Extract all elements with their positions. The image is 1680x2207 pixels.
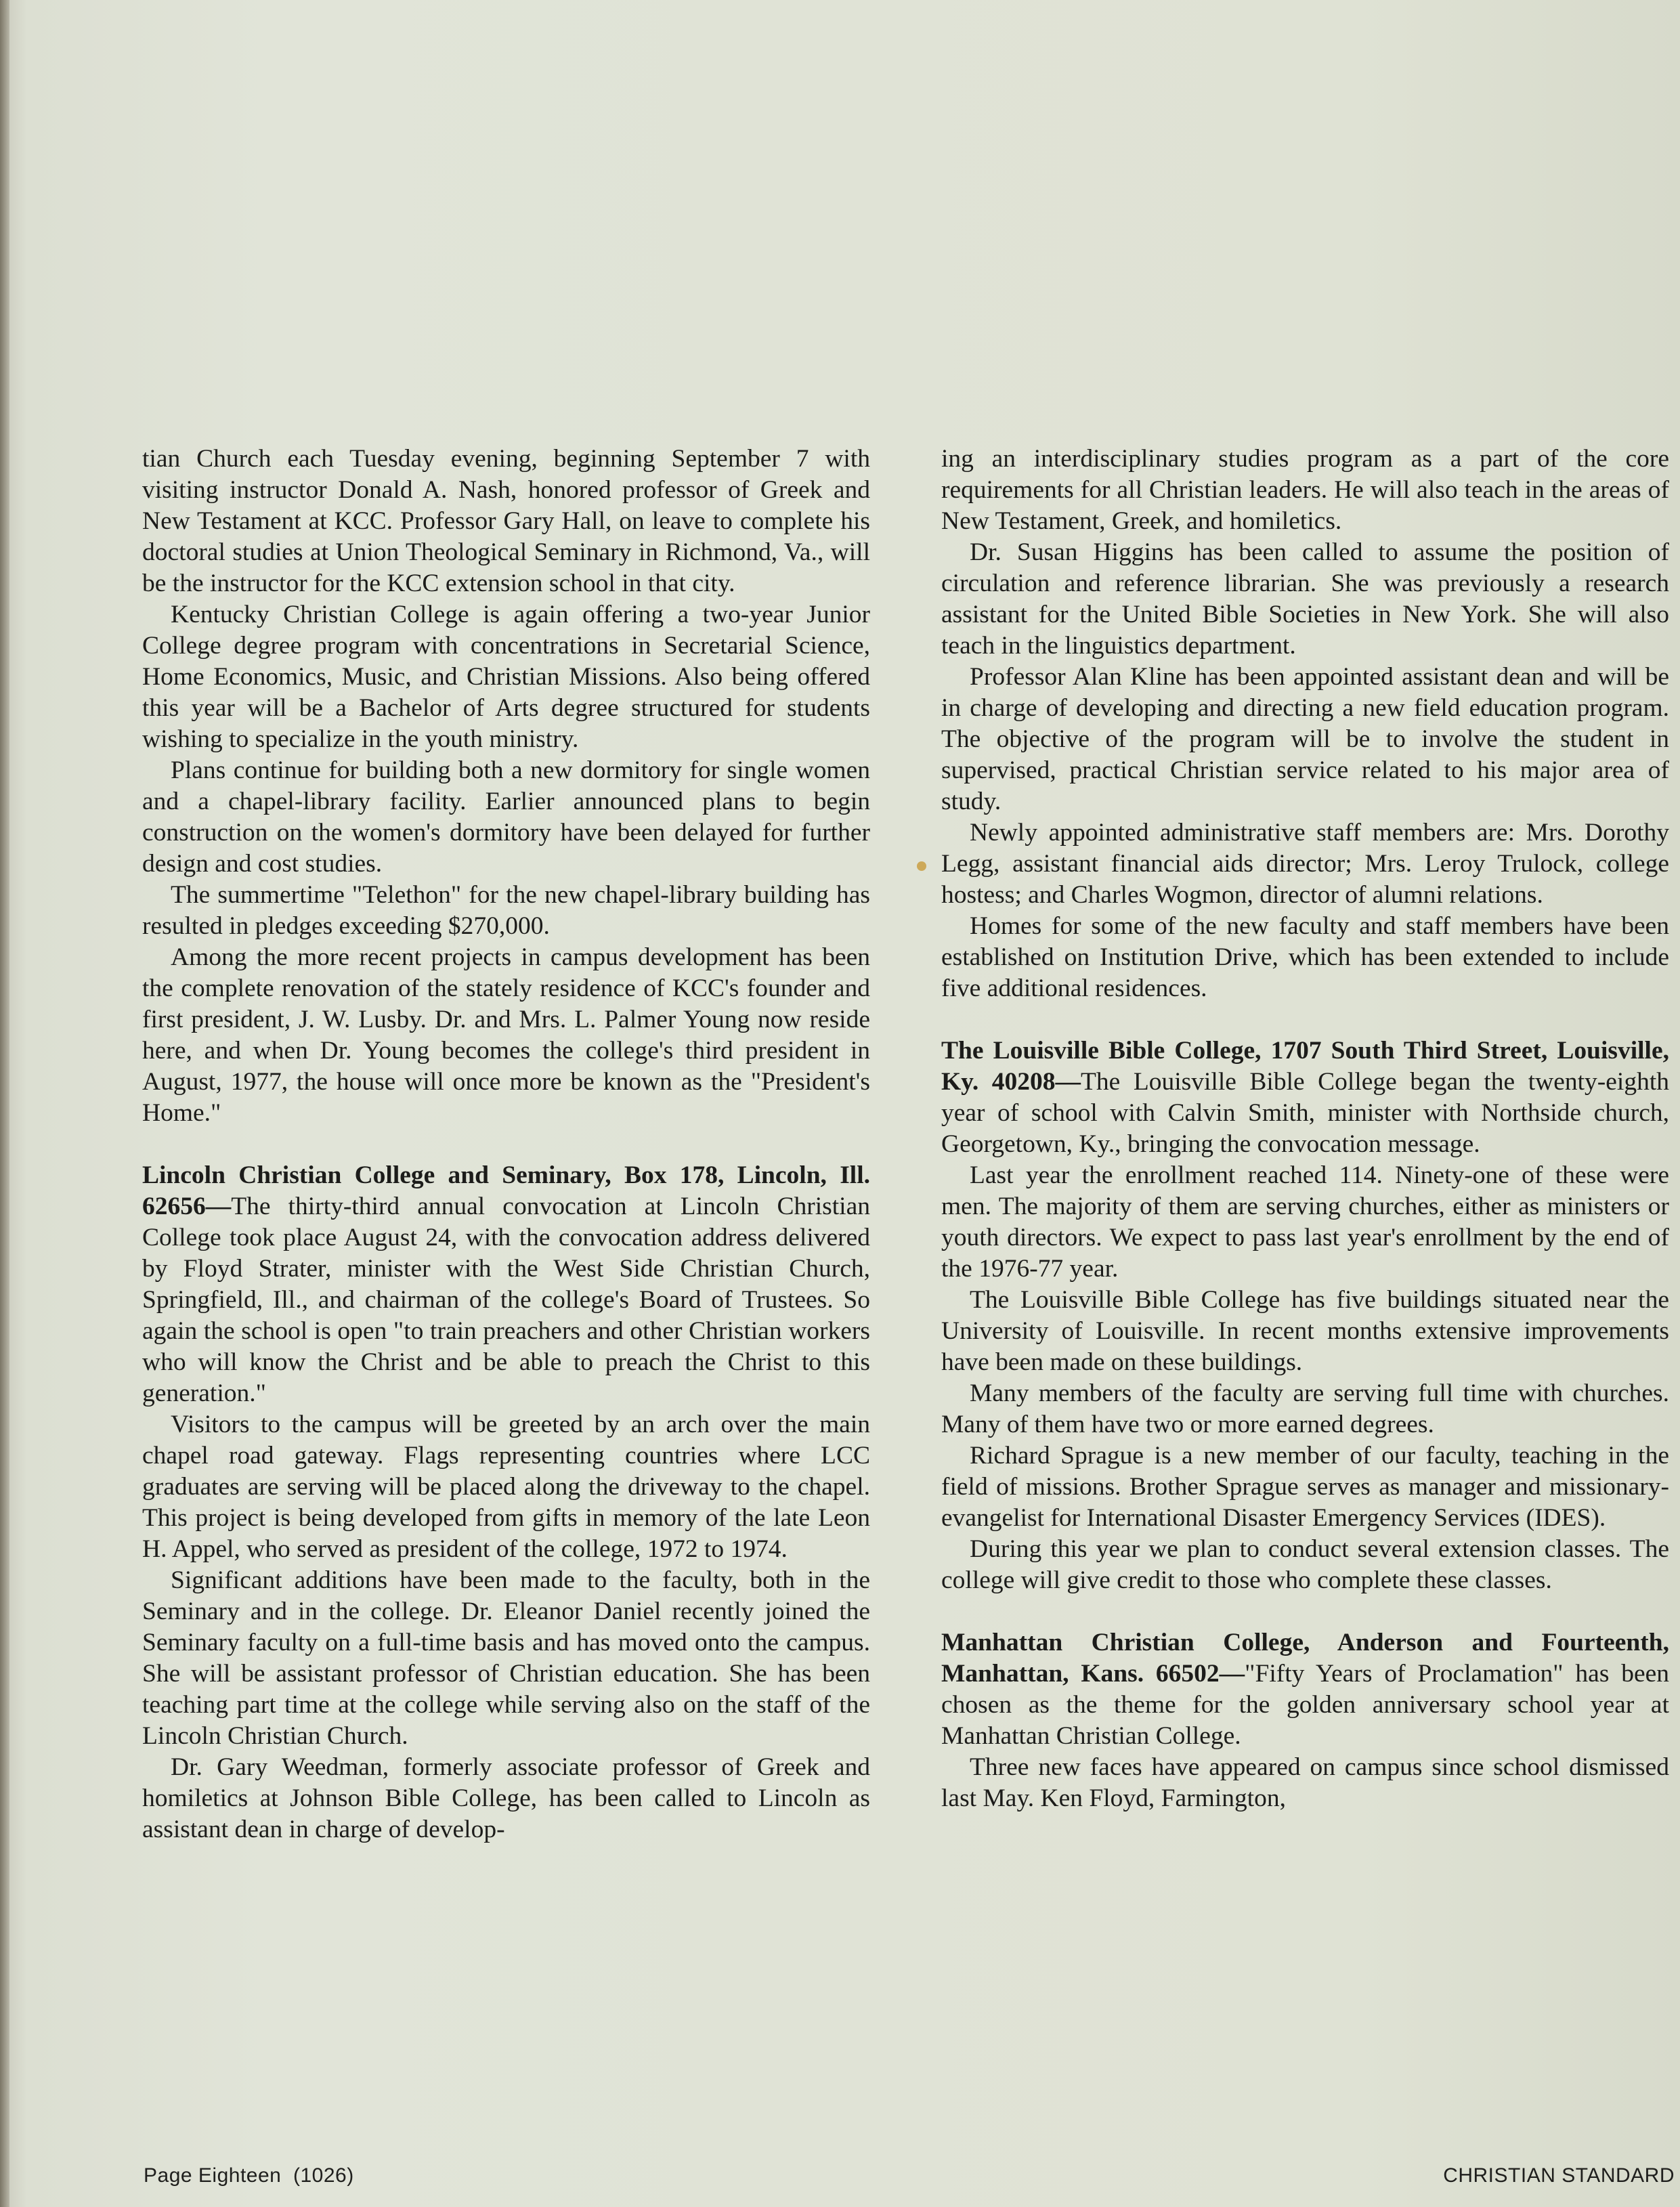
paragraph-text: Dr. Susan Higgins has been called to assume the position of circulation and reference librarian. She was previously a research assistant for the United Bible Societies in New York. She will also teach in the linguistics department. [941,538,1669,660]
paragraph-text: tian Church each Tuesday evening, beginning September 7 with visiting instructor Donald A. Nash, honored professor of Greek and New Testament at KCC. Professor Gary Hall, on leave to complete his doctoral studies at Union Theological Seminary in Richmond, Va., will be the instructor for the KCC extension school in that city. [142,445,870,597]
paragraph-text: During this year we plan to conduct several extension classes. The college will give credit to those who complete these classes. [941,1535,1669,1594]
page-number: Page Eighteen (1026) [144,2164,354,2187]
paragraph-text: The summertime "Telethon" for the new chapel-library building has resulted in pledges exceeding $270,000. [142,881,870,940]
body-paragraph [142,599,870,755]
body-paragraph [941,1440,1669,1534]
paragraph-text: The Louisville Bible College has five buildings situated near the University of Louisville. In recent months extensive improvements have been made on these buildings. [941,1286,1669,1376]
right-column [941,444,1669,1814]
body-paragraph [941,1160,1669,1285]
paragraph-text: Homes for some of the new faculty and staff members have been established on Institution Drive, which has been extended to include five additional residences. [941,912,1669,1002]
body-paragraph [941,1534,1669,1596]
paragraph-text: Many members of the faculty are serving full time with churches. Many of them have two or more earned degrees. [941,1379,1669,1438]
paragraph-text: Among the more recent projects in campus development has been the complete renovation of the stately residence of KCC's founder and first president, J. W. Lusby. Dr. and Mrs. L. Palmer Young now reside here, and when Dr. Young becomes the college's third president in August, 1977, the house will once more be known as the "President's Home." [142,943,870,1127]
paragraph-text: Three new faces have appeared on campus since school dismissed last May. Ken Floyd, Farmington, [941,1753,1669,1812]
body-paragraph [142,755,870,880]
body-paragraph [142,1752,870,1845]
college-entry-paragraph [941,1627,1669,1752]
paragraph-text: Significant additions have been made to the faculty, both in the Seminary and in the college. Dr. Eleanor Daniel recently joined the Seminary faculty on a full-time basis and has moved onto the campus. She will be assistant professor of Christian education. She has been teaching part time at the college while serving also on the staff of the Lincoln Christian Church. [142,1566,870,1750]
paragraph-text: The Louisville Bible College began the twenty-eighth year of school with Calvin Smith, minister with Northside church, Georgetown, Ky., bringing the convocation message. [941,1068,1669,1158]
publication-name: CHRISTIAN STANDARD [1443,2164,1675,2187]
body-paragraph [941,537,1669,662]
paragraph-text: Last year the enrollment reached 114. Ninety-one of these were men. The majority of them are serving churches, either as ministers or youth directors. We expect to pass last year's enrollment by the end of the 1976-77 year. [941,1161,1669,1283]
college-entry-paragraph [142,1160,870,1409]
body-paragraph [142,444,870,599]
paragraph-text: Newly appointed administrative staff members are: Mrs. Dorothy Legg, assistant financial aids director; Mrs. Leroy Trulock, college hostess; and Charles Wogmon, director of alumni relations. [941,819,1669,909]
paragraph-text: Richard Sprague is a new member of our faculty, teaching in the field of missions. Brother Sprague serves as manager and missionary-evangelist for International Disaster Emergency Services (IDES). [941,1442,1669,1532]
paragraph-text: Plans continue for building both a new dormitory for single women and a chapel-library facility. Earlier announced plans to begin construction on the women's dormitory have been delayed for further design and cost studies. [142,756,870,878]
paragraph-text: Visitors to the campus will be greeted by an arch over the main chapel road gateway. Flags representing countries where LCC graduates are serving will be placed along the driveway to the chapel. This project is being developed from gifts in memory of the late Leon H. Appel, who served as president of the college, 1972 to 1974. [142,1411,870,1563]
body-paragraph [941,911,1669,1004]
paragraph-text: The thirty-third annual convocation at Lincoln Christian College took place August 24, with the convocation address delivered by Floyd Strater, minister with the West Side Christian Church, Springfield, Ill., and chairman of the college's Board of Trustees. So again the school is open "to train preachers and other Christian workers who will know the Christ and be able to preach the Christ to this generation." [142,1193,870,1407]
body-paragraph [142,942,870,1129]
college-heading: Manhattan Christian College, Anderson and Fourteenth, Manhattan, Kans. 66502— [941,1629,1669,1688]
body-paragraph [142,880,870,942]
margin-mark [917,861,926,871]
body-paragraph [142,1409,870,1565]
college-entry-paragraph [941,1035,1669,1160]
paragraph-text: ing an interdisciplinary studies program as a part of the core requirements for all Christian leaders. He will also teach in the areas of New Testament, Greek, and homiletics. [941,445,1669,535]
college-heading: Lincoln Christian College and Seminary, Box 178, Lincoln, Ill. 62656— [142,1161,870,1220]
college-heading: The Louisville Bible College, 1707 South Third Street, Louisville, Ky. 40208— [941,1037,1669,1096]
paragraph-text: Dr. Gary Weedman, formerly associate professor of Greek and homiletics at Johnson Bible College, has been called to Lincoln as assistant dean in charge of develop- [142,1753,870,1843]
body-paragraph [941,1285,1669,1378]
paragraph-text: "Fifty Years of Proclamation" has been chosen as the theme for the golden anniversary school year at Manhattan Christian College. [941,1660,1669,1750]
paragraph-text: Kentucky Christian College is again offering a two-year Junior College degree program with concentrations in Secretarial Science, Home Economics, Music, and Christian Missions. Also being offered this year will be a Bachelor of Arts degree structured for students wishing to specialize in the youth ministry. [142,601,870,753]
body-paragraph [142,1565,870,1752]
body-paragraph [941,444,1669,537]
body-paragraph [941,1752,1669,1814]
left-column [142,444,870,1845]
paragraph-text: Professor Alan Kline has been appointed assistant dean and will be in charge of developing and directing a new field education program. The objective of the program will be to involve the student in supervised, practical Christian service related to his major area of study. [941,663,1669,815]
body-paragraph [941,1378,1669,1440]
body-paragraph [941,662,1669,817]
binding-spine [0,0,9,2207]
body-paragraph [941,817,1669,911]
